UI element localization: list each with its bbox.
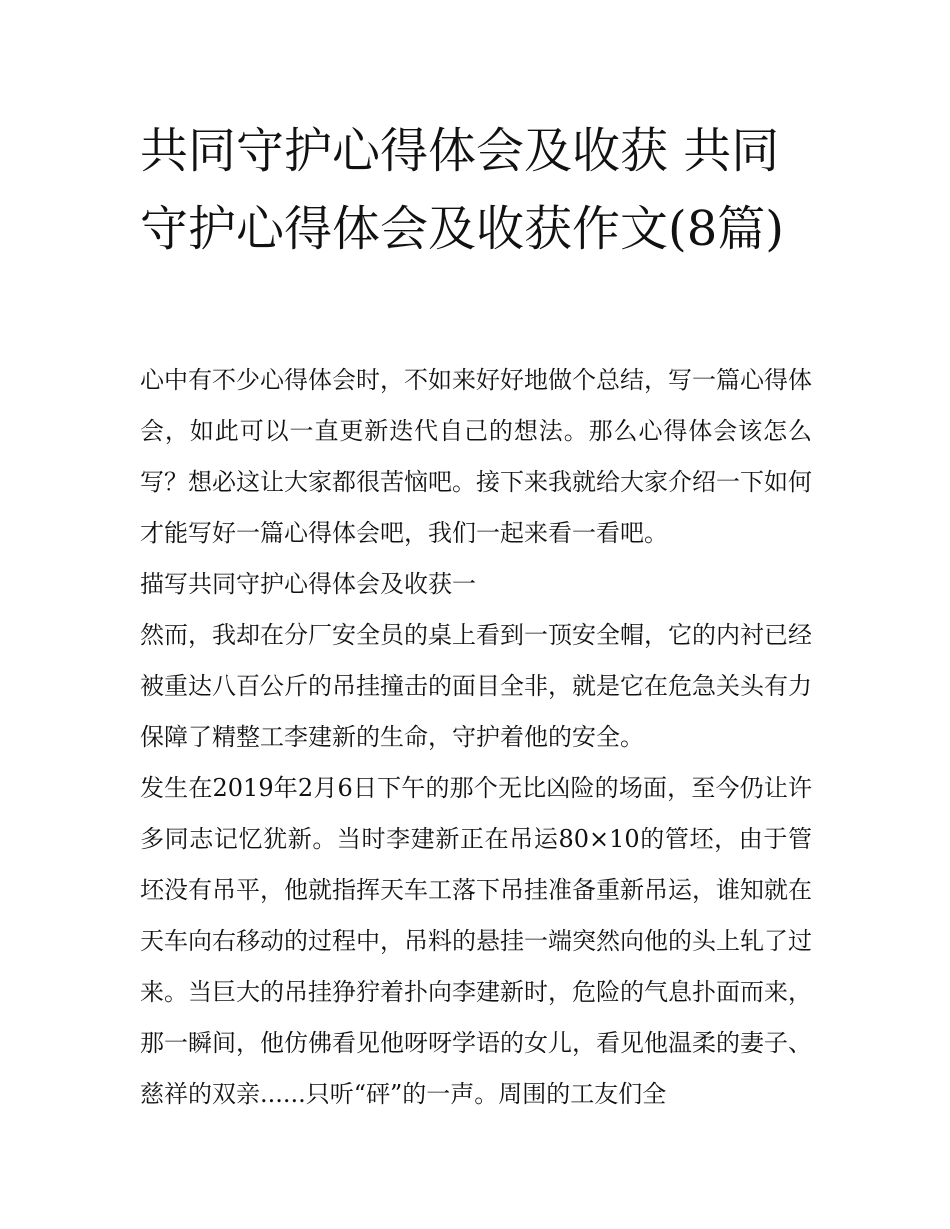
document-body — [140, 355, 812, 1120]
paragraph-safety-helmet: 然而，我却在分厂安全员的桌上看到一顶安全帽，它的内衬已经被重达八百公斤的吊挂撞击的面目全非，就是它在危急关头有力保障了精整工李建新的生命，守护着他的安全。 — [140, 621, 812, 751]
paragraph-intro: 心中有不少心得体会时，不如来好好地做个总结，写一篇心得体会，如此可以一直更新迭代自己的想法。那么心得体会该怎么写？想必这让大家都很苦恼吧。接下来我就给大家介绍一下如何才能写好一篇心得体会吧，我们一起来看一看吧。 — [140, 366, 812, 547]
section-heading: 描写共同守护心得体会及收获一 — [140, 570, 476, 598]
document-title: 共同守护心得体会及收获 共同守护心得体会及收获作文(8篇) — [140, 123, 784, 257]
paragraph-incident: 发生在2019年2月6日下午的那个无比凶险的场面，至今仍让许多同志记忆犹新。当时李建新正在吊运80×10的管坯，由于管坯没有吊平，他就指挥天车工落下吊挂准备重新吊运，谁知就在天车向右移动的过程中，吊料的悬挂一端突然向他的头上轧了过来。当巨大的吊挂狰狞着扑向李建新时，危险的气息扑面而来，那一瞬间，他仿佛看见他呀呀学语的女儿，看见他温柔的妻子、慈祥的双亲......只听“砰”的一声。周围的工友们全 — [140, 774, 812, 1108]
